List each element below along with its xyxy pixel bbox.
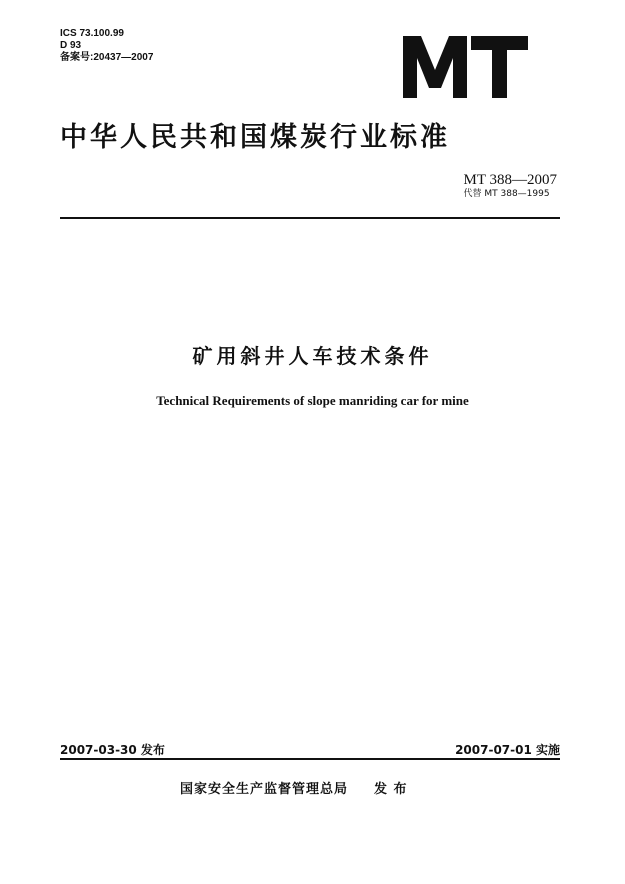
record-number: 备案号:20437—2007: [60, 52, 154, 63]
issuer-name: 国家安全生产监督管理总局: [180, 782, 349, 797]
mt-logo-graphic: [403, 36, 528, 98]
issuing-authority: [180, 778, 408, 797]
header-divider: [60, 217, 560, 219]
standard-category-title: 中华人民共和国煤炭行业标准: [60, 122, 450, 153]
implement-date: 2007-07-01 实施: [455, 743, 560, 757]
mt-logo: [403, 36, 528, 98]
replaced-standard: 代替 MT 388—1995: [463, 189, 550, 199]
d-code: D 93: [60, 40, 82, 51]
publish-date: 2007-03-30 发布: [60, 743, 165, 757]
issuer-action: 发 布: [374, 782, 408, 797]
classification-info: [60, 28, 153, 64]
standard-code-block: [464, 172, 557, 200]
ics-code: ICS 73.100.99: [60, 28, 124, 39]
standard-number: MT 388—2007: [463, 172, 557, 188]
document-title-english: Technical Requirements of slope manriding car for mine: [156, 393, 469, 408]
document-title-chinese: 矿用斜井人车技术条件: [192, 344, 433, 368]
footer-divider: [60, 758, 560, 760]
